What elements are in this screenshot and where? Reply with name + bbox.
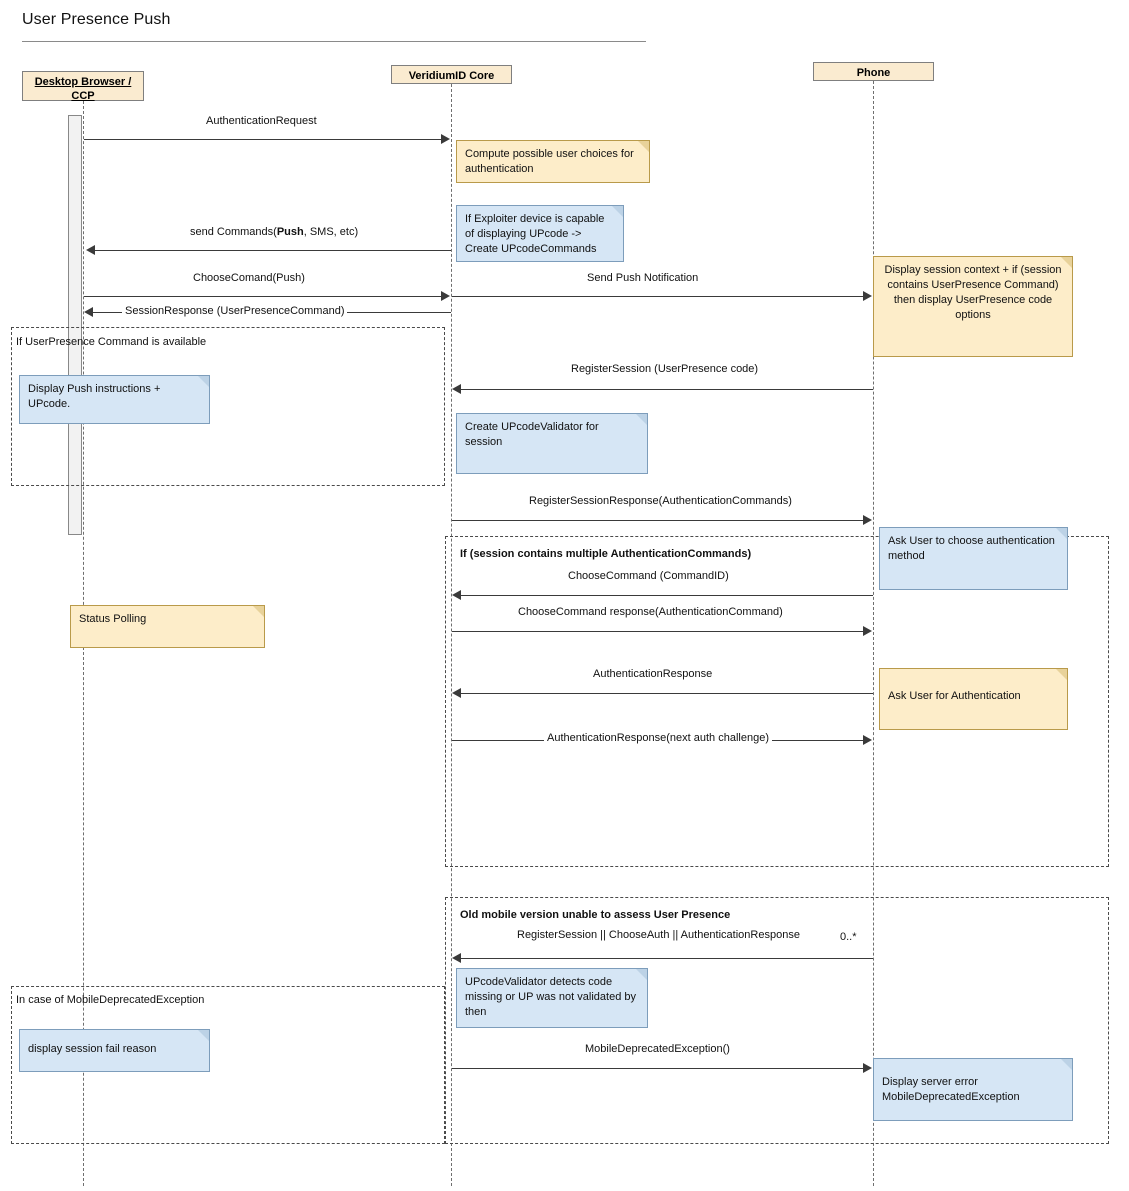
note-text: Display Push instructions + UPcode. — [28, 383, 161, 410]
title-divider — [22, 41, 646, 42]
note-fold-icon — [1061, 1059, 1072, 1070]
fragment-label-user-presence-available: If UserPresence Command is available — [16, 336, 207, 348]
note-display-push-instructions — [19, 375, 210, 424]
message-label-session-response: SessionResponse (UserPresenceCommand) — [122, 305, 347, 317]
arrow-head-right — [863, 291, 872, 301]
note-text: Display session context + if (session contains UserPresence Command) then display UserPresence code options — [884, 264, 1062, 321]
note-text: display session fail reason — [28, 1043, 157, 1055]
note-upcode-validator-detects — [456, 968, 648, 1028]
lifeline-header-phone[interactable] — [813, 62, 934, 81]
message-label-authentication-request: AuthenticationRequest — [206, 115, 317, 127]
note-status-polling — [70, 605, 265, 648]
message-line-send-commands — [95, 250, 451, 251]
message-line-register-session-response — [452, 520, 864, 521]
message-multiplicity-label: 0..* — [840, 931, 857, 943]
message-label-send-commands: send Commands(Push, SMS, etc) — [190, 226, 359, 238]
message-label-authentication-response: AuthenticationResponse — [593, 668, 713, 680]
note-display-server-error — [873, 1058, 1073, 1121]
note-text: Ask User for Authentication — [888, 690, 1021, 702]
lifeline-core-label: VeridiumID Core — [408, 70, 495, 82]
message-line-authentication-request — [84, 139, 446, 140]
lifeline-browser-label-line2: CCP — [71, 90, 95, 102]
note-fold-icon — [198, 376, 209, 387]
note-text: Status Polling — [79, 613, 147, 625]
arrow-head-right — [441, 291, 450, 301]
arrow-head-left — [84, 307, 93, 317]
note-text: Compute possible user choices for authentication — [465, 148, 634, 175]
note-fold-icon — [636, 969, 647, 980]
note-exploiter-device-upcode — [456, 205, 624, 262]
note-text: Create UPcodeValidator for session — [465, 421, 599, 448]
note-display-session-context — [873, 256, 1073, 357]
message-label-authentication-response-next: AuthenticationResponse(next auth challenge) — [544, 732, 772, 744]
arrow-head-left — [86, 245, 95, 255]
note-fold-icon — [638, 141, 649, 152]
message-label-register-or-choose-or-auth: RegisterSession || ChooseAuth || AuthenticationResponse — [517, 929, 800, 941]
message-label-register-session: RegisterSession (UserPresence code) — [571, 363, 759, 375]
message-label-register-session-response: RegisterSessionResponse(AuthenticationCommands) — [529, 495, 792, 507]
note-ask-user-choose-method — [879, 527, 1068, 590]
message-line-send-push-notification — [452, 296, 864, 297]
message-label-choose-command-push: ChooseComand(Push) — [193, 272, 305, 284]
note-create-upcode-validator — [456, 413, 648, 474]
lifeline-browser-label-line1: Desktop Browser / — [34, 76, 132, 88]
message-label-choose-command: ChooseCommand (CommandID) — [568, 570, 729, 582]
arrow-head-right — [441, 134, 450, 144]
note-fold-icon — [1056, 669, 1067, 680]
message-label-send-push-notification: Send Push Notification — [587, 272, 699, 284]
lifeline-header-core[interactable] — [391, 65, 512, 84]
note-compute-user-choices — [456, 140, 650, 183]
message-line-register-session — [459, 389, 873, 390]
note-display-session-fail-reason — [19, 1029, 210, 1072]
note-fold-icon — [1061, 257, 1072, 268]
message-label-mobile-deprecated-exception: MobileDeprecatedException() — [585, 1043, 730, 1055]
message-label-choose-command-response: ChooseCommand response(AuthenticationCommand) — [518, 606, 783, 618]
note-text: UPcodeValidator detects code missing or UP was not validated by then — [465, 976, 636, 1018]
fragment-label-mobile-deprecated-exception: In case of MobileDeprecatedException — [16, 994, 205, 1006]
note-text: If Exploiter device is capable of displaying UPcode -> Create UPcodeCommands — [465, 213, 605, 255]
lifeline-phone-label: Phone — [856, 67, 891, 79]
arrow-head-left — [452, 384, 461, 394]
lifeline-header-browser[interactable] — [22, 71, 144, 101]
note-text: Display server error MobileDeprecatedException — [882, 1076, 1020, 1103]
note-fold-icon — [198, 1030, 209, 1041]
note-fold-icon — [636, 414, 647, 425]
note-fold-icon — [1056, 528, 1067, 539]
fragment-label-old-mobile-version: Old mobile version unable to assess User Presence — [460, 909, 731, 921]
note-fold-icon — [612, 206, 623, 217]
note-fold-icon — [253, 606, 264, 617]
arrow-head-right — [863, 515, 872, 525]
page-title: User Presence Push — [22, 11, 171, 28]
note-text: Ask User to choose authentication method — [888, 535, 1055, 562]
note-ask-user-for-authentication — [879, 668, 1068, 730]
message-line-choose-command-push — [84, 296, 446, 297]
fragment-label-multiple-auth-commands: If (session contains multiple AuthenticationCommands) — [460, 548, 752, 560]
